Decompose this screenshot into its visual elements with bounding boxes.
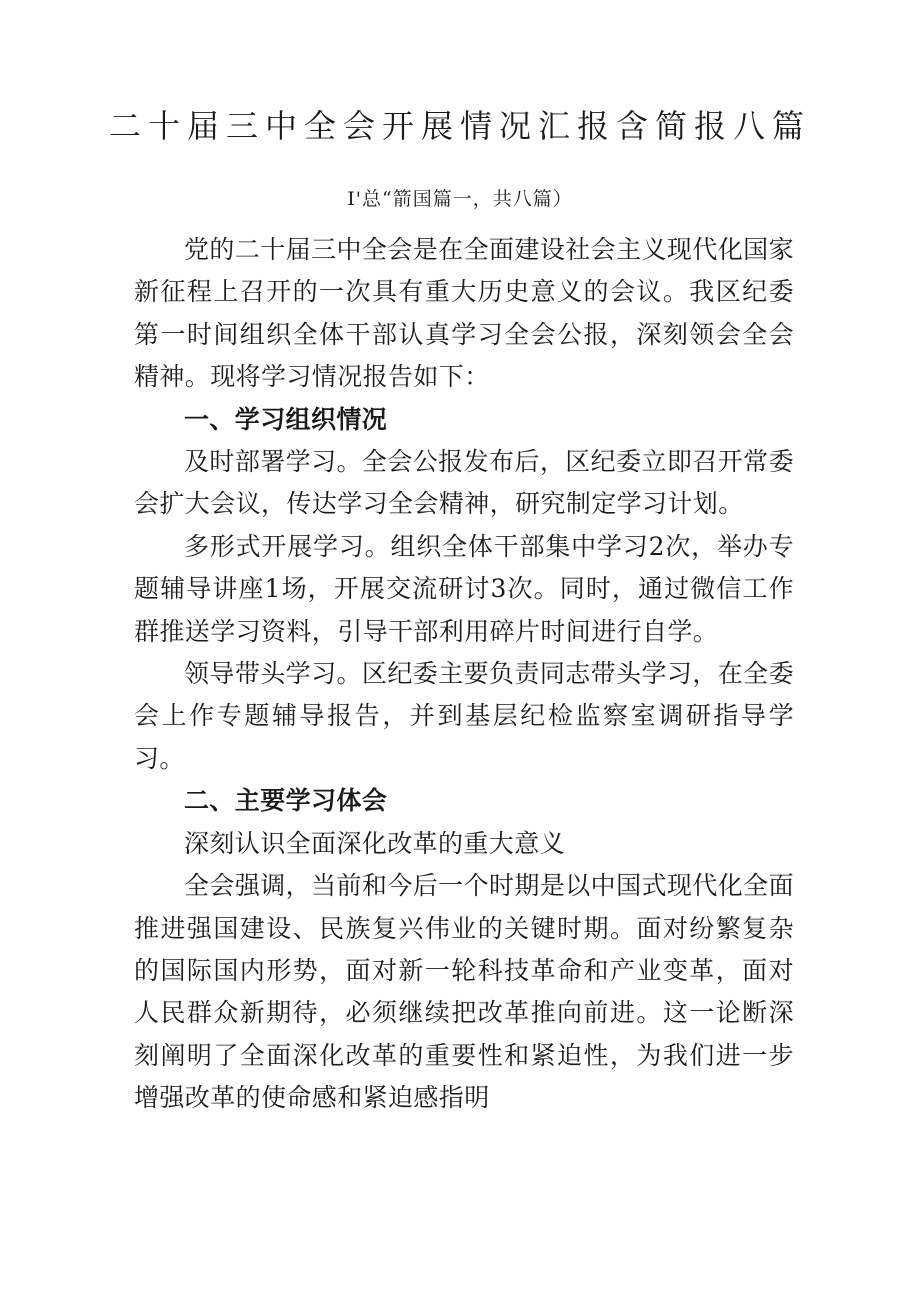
- document-title: 二十届三中全会开展情况汇报含简报八篇: [108, 107, 811, 145]
- paragraph-multi-form-study: 多形式开展学习。组织全体干部集中学习2次，举办专题辅导讲座1场，开展交流研讨3次。同时，通过微信工作群推送学习资料，引导干部利用碎片时间进行自学。: [134, 531, 794, 646]
- section-heading-main-insights: 二、主要学习体会: [184, 786, 388, 816]
- intro-paragraph: 党的二十届三中全会是在全面建设社会主义现代化国家新征程上召开的一次具有重大历史意义的会议。我区纪委第一时间组织全体干部认真学习全会公报，深刻领会全会精神。现将学习情况报告如下：: [134, 235, 794, 392]
- document-subtitle: I'总“箭国篇一，共八篇）: [347, 188, 573, 210]
- paragraph-timely-deployment: 及时部署学习。全会公报发布后，区纪委立即召开常委会扩大会议，传达学习全会精神，研究制定学习计划。: [134, 447, 794, 519]
- section-heading-study-organization: 一、学习组织情况: [184, 404, 388, 434]
- paragraph-reform-significance-subheading: 深刻认识全面深化改革的重大意义: [184, 828, 566, 858]
- paragraph-leaders-lead-study: 领导带头学习。区纪委主要负责同志带头学习，在全委会上作专题辅导报告，并到基层纪检监察室调研指导学习。: [134, 659, 794, 773]
- paragraph-plenum-emphasis: 全会强调，当前和今后一个时期是以中国式现代化全面推进强国建设、民族复兴伟业的关键时期。面对纷繁复杂的国际国内形势，面对新一轮科技革命和产业变革，面对人民群众新期待，必须继续把改革推向前进。这一论断深刻阐明了全面深化改革的重要性和紧迫性，为我们进一步增强改革的使命感和紧迫感指明: [134, 871, 794, 1113]
- document-body: [134, 229, 794, 1120]
